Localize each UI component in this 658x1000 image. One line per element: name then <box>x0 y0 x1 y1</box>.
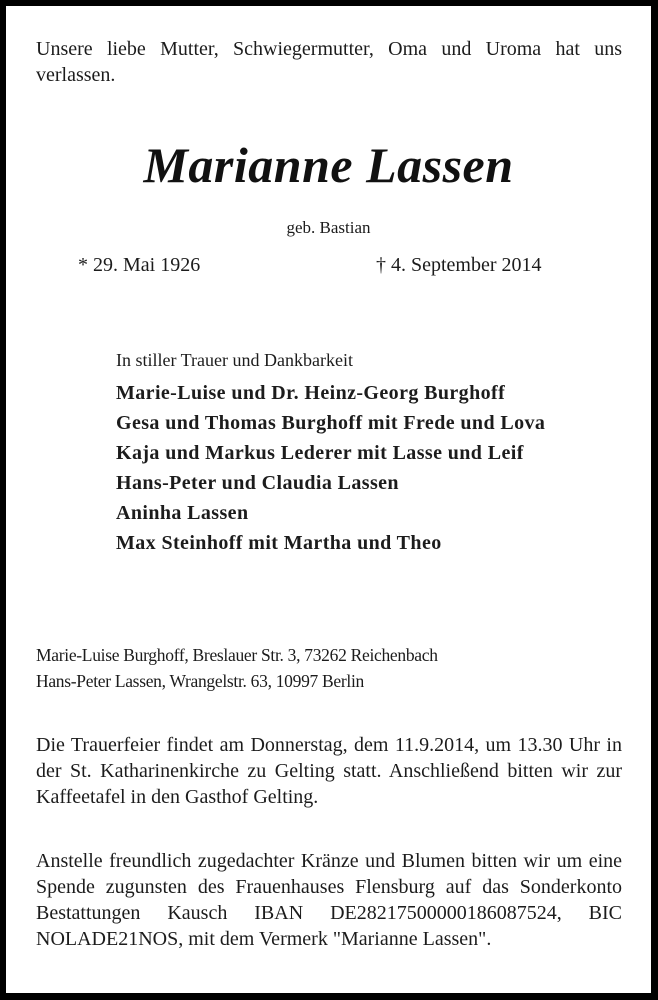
contact-addresses <box>36 642 438 694</box>
obituary-notice <box>6 6 651 993</box>
deceased-name: Marianne Lassen <box>143 137 514 193</box>
address-line: Marie-Luise Burghoff, Breslauer Str. 3, 73262 Reichenbach <box>36 645 438 665</box>
mourner-line: Kaja und Markus Lederer mit Lasse und Leif <box>116 442 524 464</box>
maiden-name: geb. Bastian <box>286 218 371 237</box>
intro-text: Unsere liebe Mutter, Schwiegermutter, Oma und Uroma hat uns verlassen. <box>36 38 622 86</box>
mourner-line: Aninha Lassen <box>116 502 249 524</box>
mourner-line: Gesa und Thomas Burghoff mit Frede und Lova <box>116 412 546 434</box>
mourning-intro: In stiller Trauer und Dankbarkeit <box>116 350 353 370</box>
mourner-line: Max Steinhoff mit Martha und Theo <box>116 532 442 554</box>
death-date: † 4. September 2014 <box>376 254 542 276</box>
address-line: Hans-Peter Lassen, Wrangelstr. 63, 10997 Berlin <box>36 671 364 691</box>
service-paragraph: Die Trauerfeier findet am Donnerstag, dem 11.9.2014, um 13.30 Uhr in der St. Katharinenkirche zu Gelting statt. Anschließend bitten wir zur Kaffeetafel in den Gasthof Gelting. <box>36 734 622 808</box>
mourner-line: Hans-Peter und Claudia Lassen <box>116 472 399 494</box>
mourners-list <box>116 378 545 558</box>
mourner-line: Marie-Luise und Dr. Heinz-Georg Burghoff <box>116 382 506 404</box>
donation-paragraph: Anstelle freundlich zugedachter Kränze und Blumen bitten wir um eine Spende zugunsten des Frauenhauses Flensburg auf das Sonderkonto Bestattungen Kausch IBAN DE28217500000186087524, BIC NOLADE21NOS, mit dem Vermerk "Marianne Lassen". <box>36 850 622 950</box>
birth-date: * 29. Mai 1926 <box>78 254 201 276</box>
